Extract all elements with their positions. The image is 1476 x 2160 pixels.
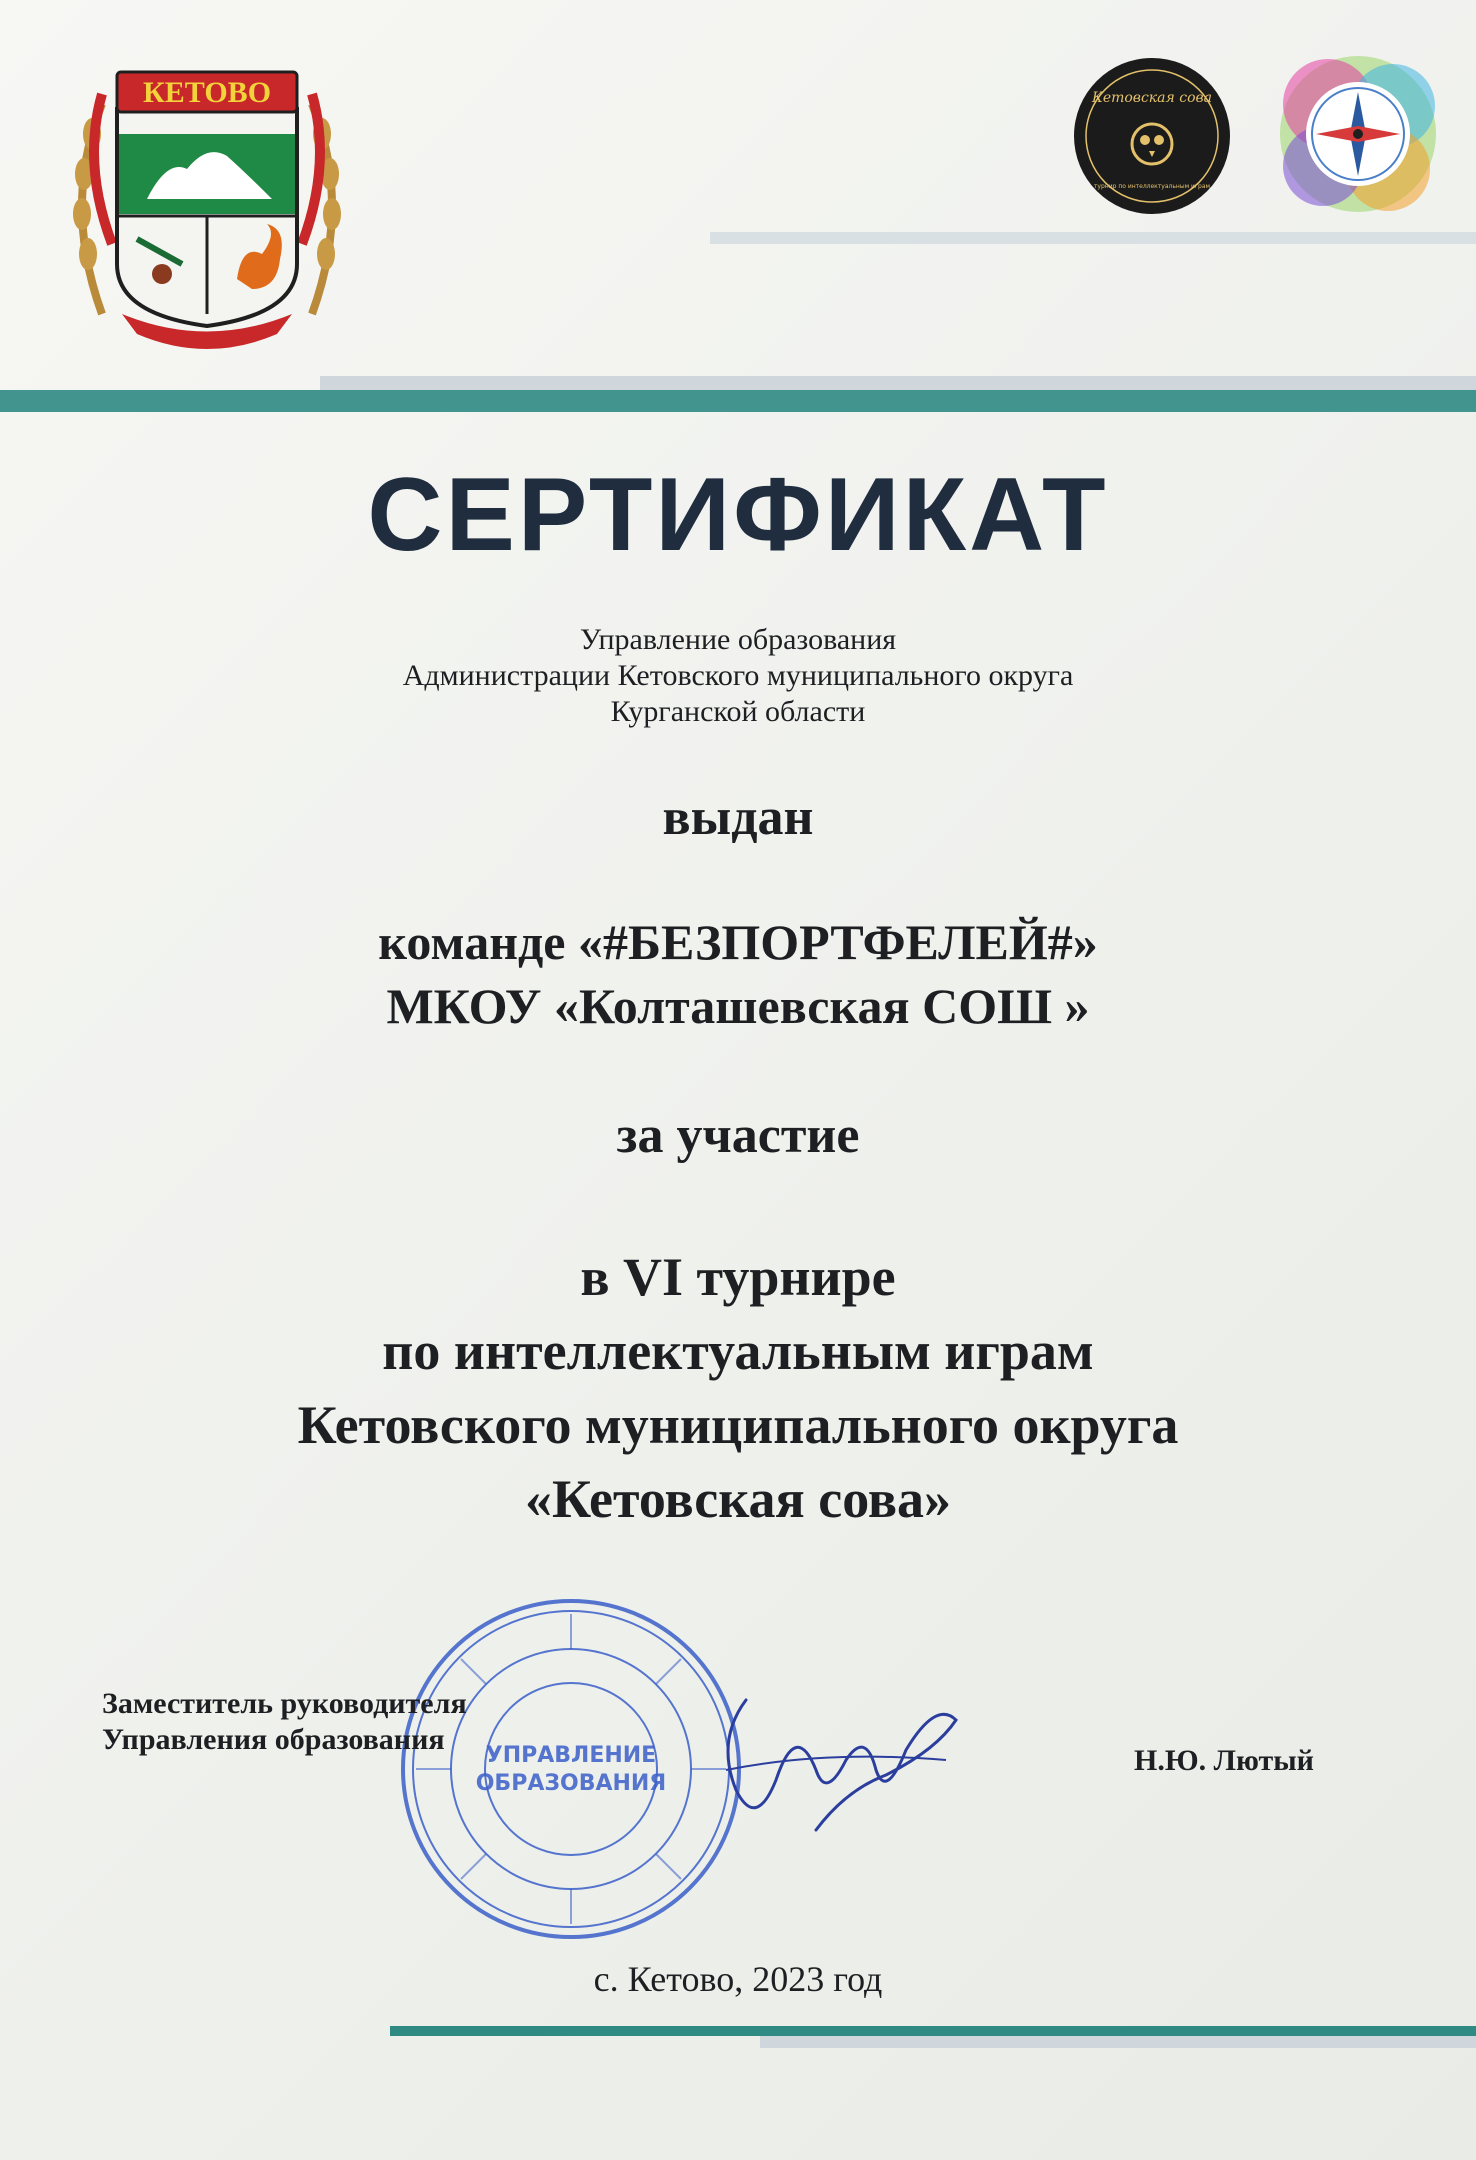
- stamp-text-line: ОБРАЗОВАНИЯ: [475, 1771, 667, 1796]
- crest-banner-text: КЕТОВО: [142, 76, 272, 109]
- recipient-team: [0, 910, 1476, 1038]
- decor-stripe-accent: [390, 2026, 1476, 2036]
- event-line: Кетовского муниципального округа: [297, 1395, 1179, 1455]
- compass-splash-logo-icon: [1268, 44, 1448, 224]
- ketovo-coat-of-arms-icon: [62, 64, 352, 359]
- position-line: Заместитель руководителя: [102, 1687, 467, 1720]
- position-line: Управления образования: [102, 1723, 445, 1756]
- org-line: Курганской области: [610, 695, 866, 728]
- decor-stripe-accent: [0, 390, 1476, 412]
- place-and-year: с. Кетово, 2023 год: [593, 1959, 883, 1999]
- org-line: Управление образования: [579, 623, 897, 656]
- team-name: команде «#БЕЗПОРТФЕЛЕЙ#»: [378, 914, 1098, 970]
- event-description: [0, 1240, 1476, 1536]
- official-stamp-icon: [396, 1594, 746, 1944]
- org-line: Администрации Кетовского муниципального округа: [402, 659, 1074, 692]
- for-participation-label: за участие: [616, 1107, 860, 1164]
- issued-label: выдан: [662, 789, 814, 846]
- event-line: «Кетовская сова»: [524, 1469, 952, 1529]
- ketovskaya-sova-logo-icon: [1072, 56, 1232, 216]
- owl-logo-title: Кетовская сова: [1091, 90, 1213, 106]
- event-line: по интеллектуальным играм: [382, 1321, 1094, 1381]
- certificate-title: СЕРТИФИКАТ: [367, 457, 1109, 573]
- owl-logo-subtitle: турнир по интеллектуальным играм: [1093, 183, 1211, 190]
- event-line: в VI турнире: [580, 1247, 896, 1307]
- school-name: МКОУ «Колташевская СОШ »: [386, 978, 1090, 1034]
- decor-stripe: [760, 2036, 1476, 2048]
- signature-icon: [706, 1680, 966, 1850]
- signer-name: Н.Ю. Лютый: [1134, 1744, 1314, 1777]
- signer-position: [102, 1686, 467, 1758]
- issuing-organization: [0, 622, 1476, 730]
- stamp-text-line: УПРАВЛЕНИЕ: [485, 1743, 657, 1768]
- decor-stripe: [710, 232, 1476, 244]
- decor-stripe: [320, 376, 1476, 390]
